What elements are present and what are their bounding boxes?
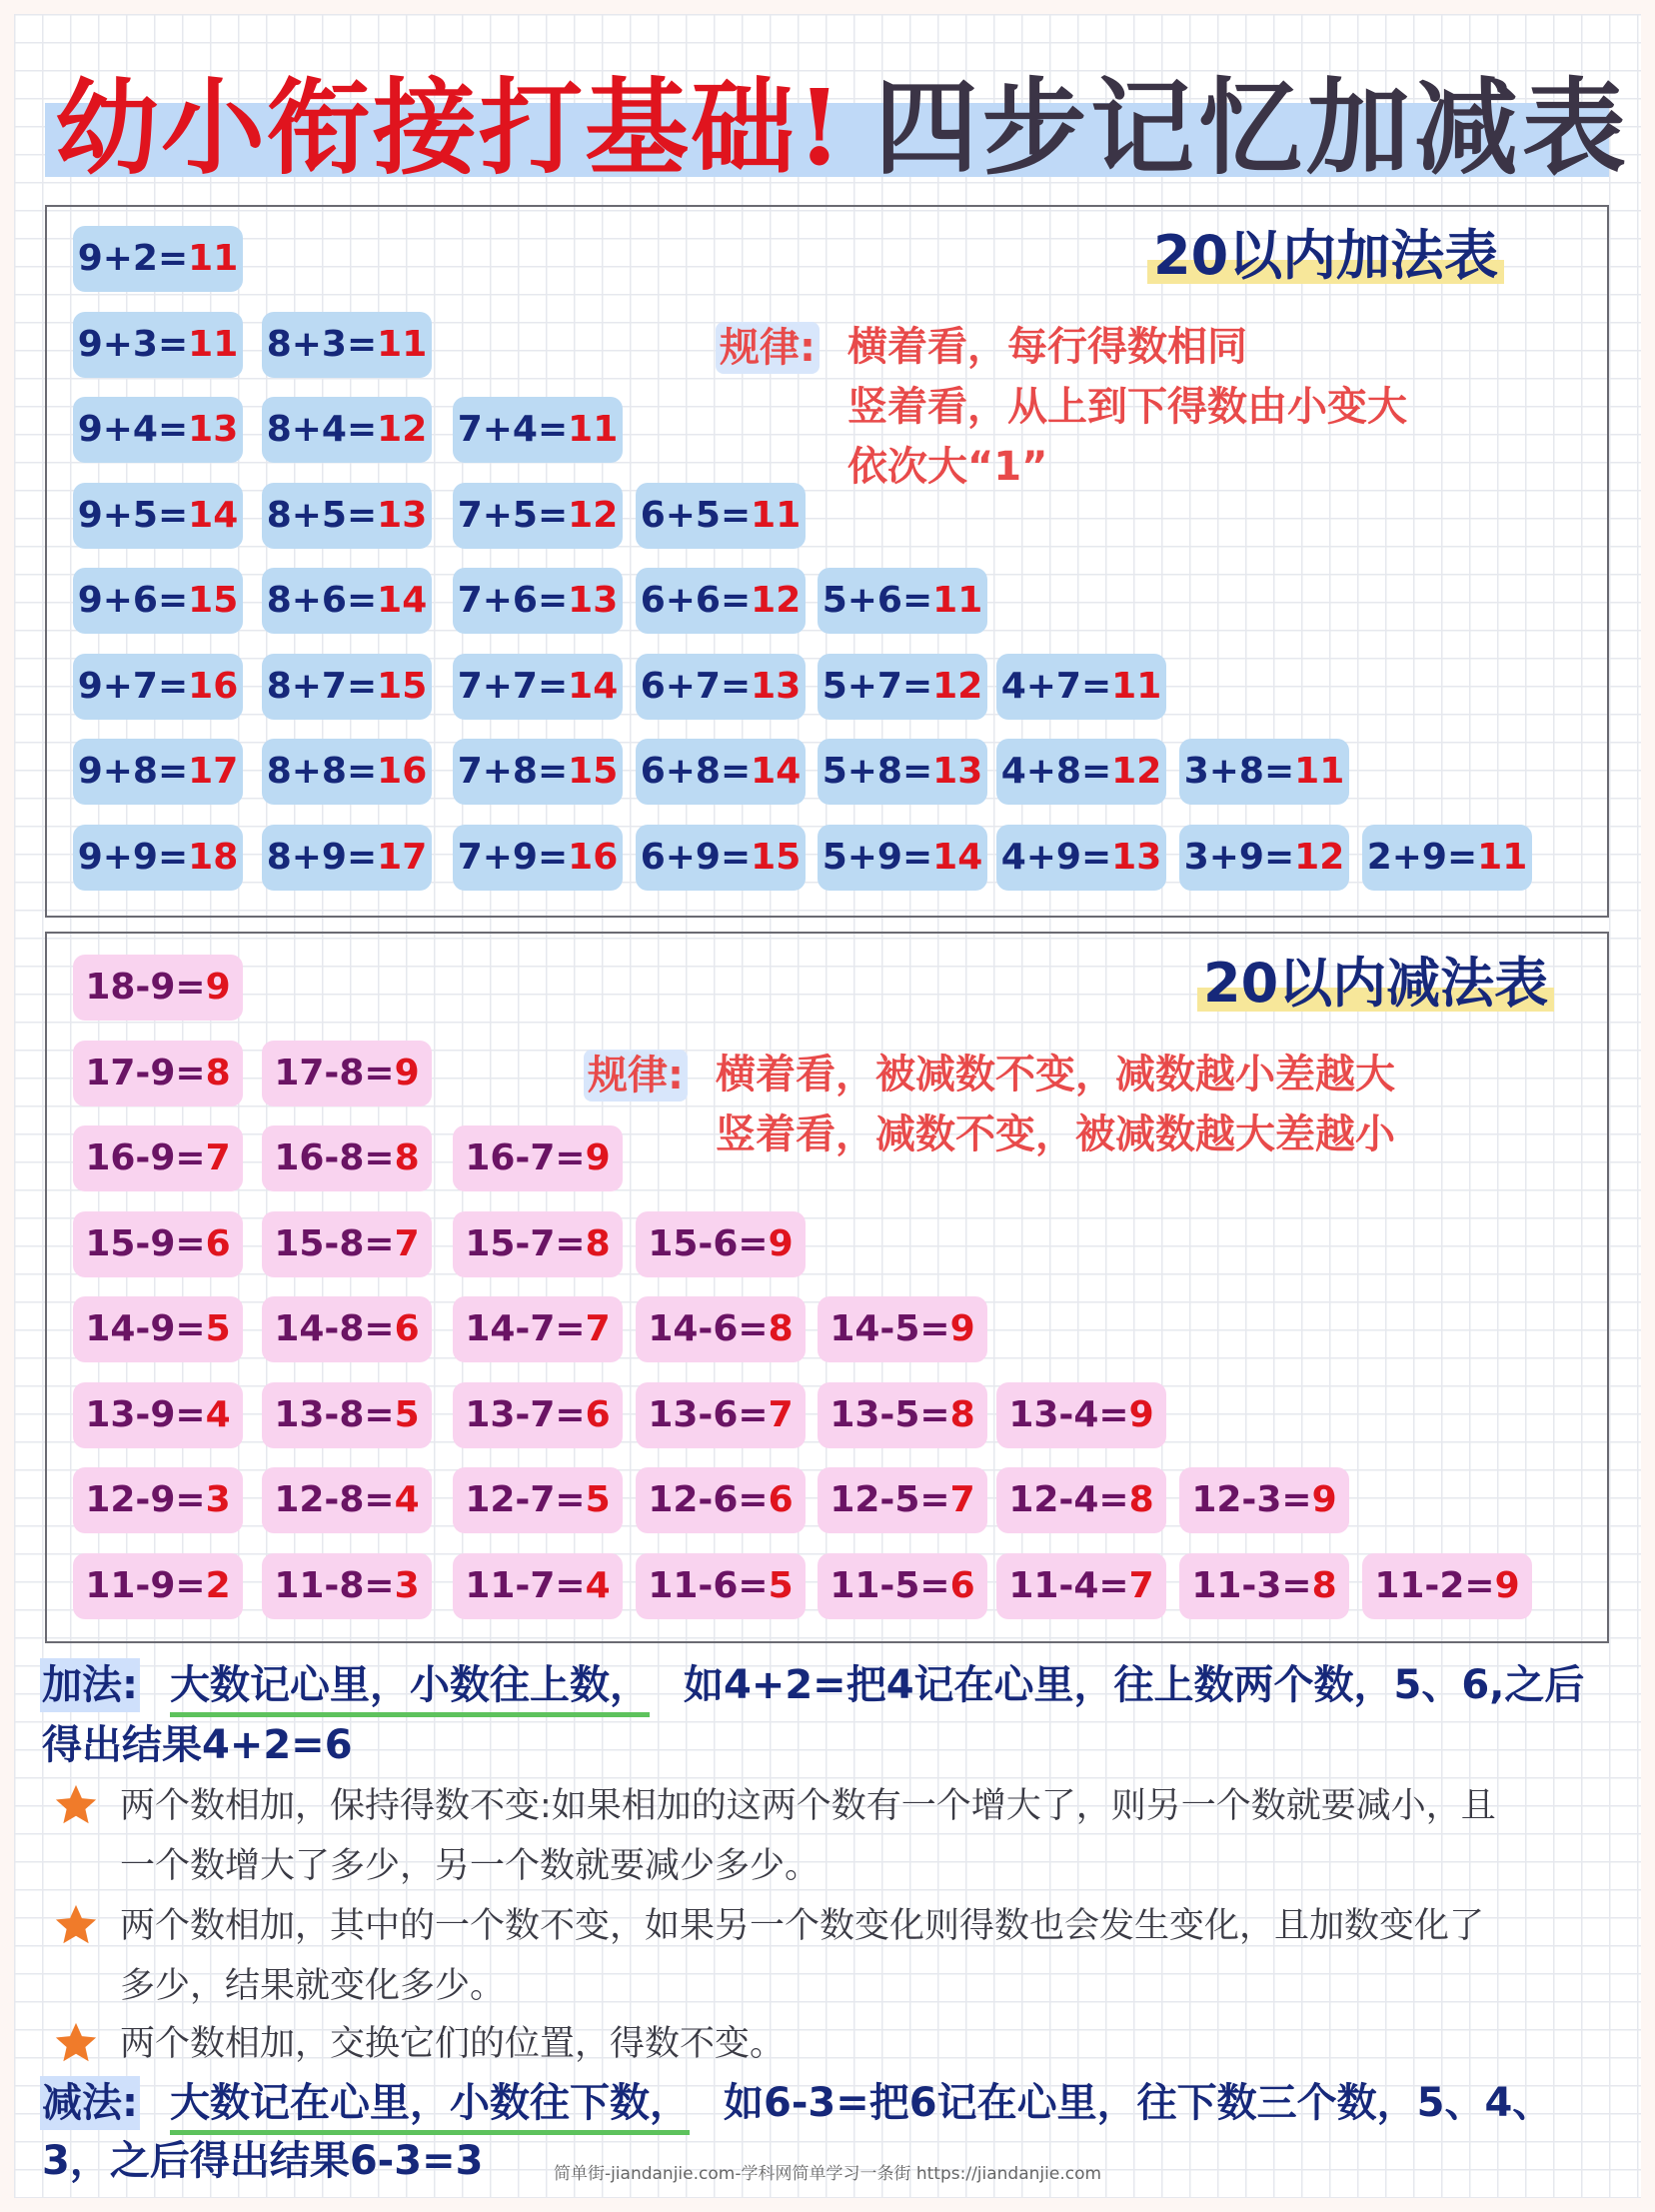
- fact-expression: 14-6=: [648, 1308, 769, 1349]
- fact-expression: 8+8=: [266, 751, 378, 792]
- fact-result: 13: [377, 494, 428, 536]
- addition-fact-cell: [1362, 825, 1532, 891]
- fact-expression: 13-5=: [829, 1393, 950, 1435]
- addition-rule-line-2: 竖着看，从上到下得数由小变大: [847, 384, 1407, 430]
- subtraction-method-text-2: 3，之后得出结果6-3=3: [42, 2138, 484, 2184]
- subtraction-fact-cell: [73, 1553, 243, 1619]
- addition-fact-cell: [996, 825, 1166, 891]
- bullet-3-line-1: 两个数相加，交换它们的位置，得数不变。: [120, 2024, 786, 2064]
- fact-expression: 11-5=: [829, 1564, 950, 1606]
- addition-fact-cell: [1179, 825, 1349, 891]
- fact-expression: 7+7=: [457, 665, 569, 707]
- fact-result: 11: [1294, 751, 1345, 792]
- fact-expression: 9+4=: [77, 409, 189, 450]
- subtraction-fact-cell: [818, 1553, 987, 1619]
- fact-result: 9: [949, 1308, 975, 1349]
- subtraction-rule-label: 规律:: [584, 1050, 688, 1102]
- subtraction-fact-cell: [453, 1296, 623, 1362]
- fact-result: 3: [205, 1479, 231, 1520]
- addition-fact-cell: [73, 739, 243, 805]
- addition-fact-cell: [262, 483, 432, 549]
- fact-expression: 6+7=: [640, 665, 752, 707]
- addition-fact-cell: [262, 825, 432, 891]
- fact-expression: 15-7=: [465, 1222, 586, 1264]
- fact-expression: 8+3=: [266, 323, 378, 365]
- subtraction-fact-cell: [262, 1467, 432, 1533]
- addition-fact-cell: [996, 654, 1166, 720]
- page-title-right: 四步记忆加减表: [874, 66, 1631, 189]
- fact-expression: 8+9=: [266, 836, 378, 878]
- fact-result: 12: [1294, 836, 1345, 878]
- addition-fact-cell: [636, 483, 806, 549]
- fact-result: 11: [1111, 665, 1162, 707]
- fact-expression: 9+2=: [77, 238, 189, 279]
- subtraction-table-title: 20以内减法表: [1197, 952, 1554, 1016]
- fact-result: 12: [568, 494, 619, 536]
- fact-result: 11: [377, 323, 428, 365]
- bullet-1-line-2: 一个数增大了多少，另一个数就要减少多少。: [120, 1846, 821, 1886]
- fact-result: 2: [205, 1564, 231, 1606]
- subtraction-fact-cell: [996, 1553, 1166, 1619]
- subtraction-fact-cell: [73, 1211, 243, 1277]
- addition-rule-line-1: 横着看，每行得数相同: [847, 324, 1247, 370]
- fact-expression: 4+9=: [1000, 836, 1112, 878]
- addition-fact-cell: [453, 825, 623, 891]
- fact-expression: 12-4=: [1008, 1479, 1129, 1520]
- fact-expression: 9+7=: [77, 665, 189, 707]
- addition-fact-cell: [262, 568, 432, 634]
- fact-expression: 11-8=: [274, 1564, 395, 1606]
- subtraction-fact-cell: [262, 1041, 432, 1106]
- fact-result: 9: [394, 1052, 420, 1094]
- addition-method-text-2: 得出结果4+2=6: [42, 1722, 353, 1768]
- subtraction-fact-cell: [636, 1467, 806, 1533]
- addition-fact-cell: [453, 568, 623, 634]
- fact-expression: 7+8=: [457, 751, 569, 792]
- fact-result: 14: [377, 580, 428, 621]
- bullet-1-line-1: 两个数相加，保持得数不变:如果相加的这两个数有一个增大了，则另一个数就要减小，且: [120, 1786, 1496, 1826]
- fact-result: 5: [394, 1393, 420, 1435]
- fact-expression: 2+9=: [1366, 836, 1478, 878]
- fact-result: 13: [568, 580, 619, 621]
- fact-result: 17: [188, 751, 239, 792]
- fact-expression: 16-8=: [274, 1137, 395, 1178]
- addition-fact-cell: [73, 568, 243, 634]
- bullet-2-line-1: 两个数相加，其中的一个数不变，如果另一个数变化则得数也会发生变化，且加数变化了: [120, 1906, 1485, 1946]
- fact-expression: 17-9=: [85, 1052, 206, 1094]
- addition-fact-cell: [73, 483, 243, 549]
- fact-expression: 14-5=: [829, 1308, 950, 1349]
- subtraction-fact-cell: [1362, 1553, 1532, 1619]
- fact-expression: 9+8=: [77, 751, 189, 792]
- addition-fact-cell: [818, 654, 987, 720]
- fact-result: 12: [1111, 751, 1162, 792]
- fact-expression: 12-6=: [648, 1479, 769, 1520]
- fact-result: 11: [1477, 836, 1528, 878]
- fact-expression: 13-4=: [1008, 1393, 1129, 1435]
- fact-expression: 4+8=: [1000, 751, 1112, 792]
- fact-expression: 12-7=: [465, 1479, 586, 1520]
- fact-result: 6: [768, 1479, 794, 1520]
- addition-fact-cell: [73, 226, 243, 292]
- fact-expression: 15-6=: [648, 1222, 769, 1264]
- subtraction-method-label: 减法:: [40, 2076, 140, 2130]
- addition-fact-cell: [636, 568, 806, 634]
- fact-result: 17: [377, 836, 428, 878]
- fact-result: 14: [751, 751, 802, 792]
- fact-result: 11: [932, 580, 983, 621]
- fact-expression: 9+3=: [77, 323, 189, 365]
- fact-result: 15: [751, 836, 802, 878]
- fact-expression: 8+4=: [266, 409, 378, 450]
- fact-expression: 9+9=: [77, 836, 189, 878]
- fact-result: 8: [585, 1222, 611, 1264]
- fact-result: 16: [568, 836, 619, 878]
- fact-result: 8: [394, 1137, 420, 1178]
- fact-result: 13: [751, 665, 802, 707]
- addition-fact-cell: [636, 739, 806, 805]
- addition-fact-cell: [636, 825, 806, 891]
- subtraction-fact-cell: [73, 1467, 243, 1533]
- subtraction-fact-cell: [1179, 1553, 1349, 1619]
- fact-result: 6: [205, 1222, 231, 1264]
- addition-fact-cell: [636, 654, 806, 720]
- subtraction-method-text-1: 如6-3=把6记在心里，往下数三个数，5、4、: [724, 2080, 1553, 2126]
- fact-expression: 7+9=: [457, 836, 569, 878]
- fact-expression: 17-8=: [274, 1052, 395, 1094]
- bullet-2-line-2: 多少，结果就变化多少。: [120, 1966, 506, 2006]
- subtraction-table-title-wrap: [1197, 952, 1554, 1016]
- fact-expression: 7+6=: [457, 580, 569, 621]
- fact-expression: 14-7=: [465, 1308, 586, 1349]
- fact-expression: 15-9=: [85, 1222, 206, 1264]
- addition-fact-cell: [262, 739, 432, 805]
- fact-result: 11: [751, 494, 802, 536]
- fact-expression: 6+9=: [640, 836, 752, 878]
- subtraction-fact-cell: [996, 1467, 1166, 1533]
- subtraction-table-box: [45, 932, 1609, 1643]
- fact-result: 9: [1311, 1479, 1337, 1520]
- fact-result: 14: [932, 836, 983, 878]
- fact-expression: 11-3=: [1191, 1564, 1312, 1606]
- fact-expression: 11-6=: [648, 1564, 769, 1606]
- fact-result: 12: [932, 665, 983, 707]
- fact-expression: 9+6=: [77, 580, 189, 621]
- fact-result: 8: [768, 1308, 794, 1349]
- subtraction-fact-cell: [453, 1211, 623, 1277]
- fact-expression: 9+5=: [77, 494, 189, 536]
- fact-result: 5: [585, 1479, 611, 1520]
- fact-expression: 8+5=: [266, 494, 378, 536]
- subtraction-fact-cell: [636, 1296, 806, 1362]
- fact-result: 6: [585, 1393, 611, 1435]
- addition-rule-label: 规律:: [716, 322, 820, 374]
- fact-expression: 13-9=: [85, 1393, 206, 1435]
- subtraction-fact-cell: [262, 1382, 432, 1448]
- fact-expression: 12-9=: [85, 1479, 206, 1520]
- fact-expression: 3+9=: [1183, 836, 1295, 878]
- addition-fact-cell: [453, 483, 623, 549]
- fact-expression: 8+6=: [266, 580, 378, 621]
- fact-expression: 13-6=: [648, 1393, 769, 1435]
- addition-method-label: 加法:: [40, 1658, 140, 1712]
- fact-result: 3: [394, 1564, 420, 1606]
- fact-expression: 4+7=: [1000, 665, 1112, 707]
- fact-expression: 5+8=: [822, 751, 933, 792]
- fact-expression: 6+5=: [640, 494, 752, 536]
- fact-expression: 11-9=: [85, 1564, 206, 1606]
- fact-result: 9: [768, 1222, 794, 1264]
- fact-result: 11: [568, 409, 619, 450]
- fact-expression: 5+6=: [822, 580, 933, 621]
- subtraction-rule-line-1: 横着看，被减数不变，减数越小差越大: [716, 1052, 1395, 1098]
- fact-expression: 5+7=: [822, 665, 933, 707]
- fact-result: 7: [205, 1137, 231, 1178]
- addition-fact-cell: [453, 654, 623, 720]
- subtraction-fact-cell: [996, 1382, 1166, 1448]
- subtraction-fact-cell: [262, 1553, 432, 1619]
- subtraction-fact-cell: [73, 1296, 243, 1362]
- subtraction-fact-cell: [262, 1211, 432, 1277]
- addition-fact-cell: [453, 397, 623, 463]
- fact-result: 9: [1128, 1393, 1154, 1435]
- star-icon: [53, 1902, 99, 1948]
- subtraction-fact-cell: [73, 1041, 243, 1106]
- fact-result: 8: [949, 1393, 975, 1435]
- fact-result: 18: [188, 836, 239, 878]
- subtraction-fact-cell: [73, 1382, 243, 1448]
- fact-result: 4: [585, 1564, 611, 1606]
- subtraction-fact-cell: [818, 1382, 987, 1448]
- fact-result: 8: [1128, 1479, 1154, 1520]
- fact-expression: 11-4=: [1008, 1564, 1129, 1606]
- fact-expression: 12-3=: [1191, 1479, 1312, 1520]
- fact-expression: 13-8=: [274, 1393, 395, 1435]
- fact-expression: 7+4=: [457, 409, 569, 450]
- fact-result: 12: [751, 580, 802, 621]
- addition-fact-cell: [73, 397, 243, 463]
- addition-table-title-wrap: [1147, 224, 1504, 288]
- addition-table-title: 20以内加法表: [1147, 224, 1504, 288]
- addition-fact-cell: [453, 739, 623, 805]
- fact-result: 14: [188, 494, 239, 536]
- fact-expression: 7+5=: [457, 494, 569, 536]
- subtraction-fact-cell: [818, 1467, 987, 1533]
- fact-result: 7: [394, 1222, 420, 1264]
- subtraction-fact-cell: [73, 955, 243, 1021]
- fact-expression: 11-2=: [1374, 1564, 1495, 1606]
- subtraction-fact-cell: [262, 1125, 432, 1191]
- fact-expression: 16-7=: [465, 1137, 586, 1178]
- fact-result: 7: [585, 1308, 611, 1349]
- subtraction-fact-cell: [453, 1467, 623, 1533]
- fact-expression: 12-8=: [274, 1479, 395, 1520]
- fact-result: 9: [205, 967, 231, 1008]
- subtraction-fact-cell: [636, 1382, 806, 1448]
- fact-expression: 13-7=: [465, 1393, 586, 1435]
- fact-result: 8: [1311, 1564, 1337, 1606]
- fact-expression: 5+9=: [822, 836, 933, 878]
- fact-expression: 3+8=: [1183, 751, 1295, 792]
- subtraction-fact-cell: [73, 1125, 243, 1191]
- addition-fact-cell: [262, 654, 432, 720]
- subtraction-fact-cell: [453, 1553, 623, 1619]
- fact-result: 7: [768, 1393, 794, 1435]
- fact-result: 16: [377, 751, 428, 792]
- fact-result: 16: [188, 665, 239, 707]
- fact-result: 11: [188, 323, 239, 365]
- fact-result: 13: [1111, 836, 1162, 878]
- fact-result: 14: [568, 665, 619, 707]
- addition-fact-cell: [73, 312, 243, 378]
- subtraction-fact-cell: [262, 1296, 432, 1362]
- star-icon: [53, 1782, 99, 1828]
- subtraction-fact-cell: [818, 1296, 987, 1362]
- fact-result: 4: [205, 1393, 231, 1435]
- subtraction-method-key: 大数记在心里，小数往下数，: [170, 2076, 690, 2135]
- fact-result: 4: [394, 1479, 420, 1520]
- addition-fact-cell: [1179, 739, 1349, 805]
- fact-result: 15: [188, 580, 239, 621]
- fact-result: 11: [188, 238, 239, 279]
- subtraction-rule-line-2: 竖着看，减数不变，被减数越大差越小: [716, 1111, 1395, 1157]
- fact-expression: 6+8=: [640, 751, 752, 792]
- fact-result: 6: [949, 1564, 975, 1606]
- addition-fact-cell: [818, 568, 987, 634]
- fact-expression: 14-8=: [274, 1308, 395, 1349]
- fact-result: 13: [188, 409, 239, 450]
- fact-expression: 18-9=: [85, 967, 206, 1008]
- addition-fact-cell: [818, 739, 987, 805]
- fact-expression: 16-9=: [85, 1137, 206, 1178]
- addition-fact-cell: [73, 825, 243, 891]
- fact-expression: 15-8=: [274, 1222, 395, 1264]
- fact-result: 15: [568, 751, 619, 792]
- fact-result: 8: [205, 1052, 231, 1094]
- addition-fact-cell: [818, 825, 987, 891]
- fact-result: 7: [949, 1479, 975, 1520]
- fact-result: 5: [768, 1564, 794, 1606]
- star-icon: [53, 2020, 99, 2066]
- fact-result: 9: [1494, 1564, 1520, 1606]
- fact-result: 13: [932, 751, 983, 792]
- fact-expression: 8+7=: [266, 665, 378, 707]
- addition-fact-cell: [996, 739, 1166, 805]
- addition-fact-cell: [262, 312, 432, 378]
- addition-method-text-1: 如4+2=把4记在心里，往上数两个数，5、6,之后: [684, 1662, 1585, 1708]
- addition-rule-line-3: 依次大“1”: [847, 444, 1048, 490]
- fact-expression: 12-5=: [829, 1479, 950, 1520]
- fact-result: 12: [377, 409, 428, 450]
- addition-fact-cell: [73, 654, 243, 720]
- fact-result: 6: [394, 1308, 420, 1349]
- subtraction-fact-cell: [453, 1125, 623, 1191]
- fact-result: 9: [585, 1137, 611, 1178]
- fact-result: 7: [1128, 1564, 1154, 1606]
- page-title-left: 幼小衔接打基础!: [55, 66, 844, 189]
- fact-expression: 11-7=: [465, 1564, 586, 1606]
- watermark: 简单街-jiandanjie.com-学科网简单学习一条街 https://jiandanjie.com: [553, 2164, 1102, 2184]
- fact-expression: 14-9=: [85, 1308, 206, 1349]
- subtraction-fact-cell: [453, 1382, 623, 1448]
- fact-expression: 6+6=: [640, 580, 752, 621]
- fact-result: 5: [205, 1308, 231, 1349]
- addition-fact-cell: [262, 397, 432, 463]
- subtraction-fact-cell: [1179, 1467, 1349, 1533]
- fact-result: 15: [377, 665, 428, 707]
- subtraction-fact-cell: [636, 1211, 806, 1277]
- subtraction-fact-cell: [636, 1553, 806, 1619]
- addition-method-key: 大数记心里，小数往上数，: [170, 1658, 650, 1717]
